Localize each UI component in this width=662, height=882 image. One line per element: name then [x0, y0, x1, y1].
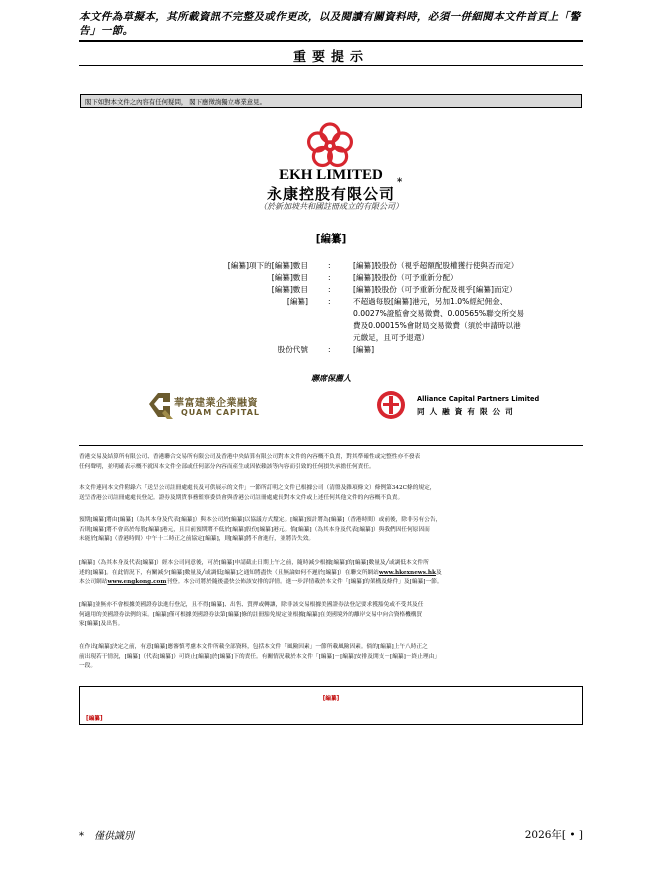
- offer-colon: :: [328, 285, 331, 294]
- para-line: 一段。: [79, 663, 97, 670]
- us-securities-paragraph: [79, 601, 583, 630]
- company-name-en: EKH LIMITED: [279, 167, 383, 183]
- risk-paragraph: [79, 643, 583, 672]
- redacted-box-center: [編纂]: [322, 696, 340, 702]
- notice-rule: [79, 65, 583, 66]
- notice-title: 重要提示: [292, 50, 369, 65]
- para-line: 任何聲明，並明確表示概不就因本文件全部或任何部分內容而產生或因依賴該等內容而引致的任何損失承擔任何責任。: [79, 463, 375, 470]
- redacted-box: [79, 686, 583, 725]
- alliance-capital-logo: [376, 390, 546, 420]
- quam-name-zh: 華富建業企業融資: [174, 398, 258, 409]
- para-line: 何適用的美國證券法例約束。[編纂]僅可根據美國證券法第[編纂]條的註冊豁免規定並根據[編纂]在美國境外的離岸交易中向合資格機構買: [79, 611, 423, 618]
- offer-value: 元繳足，且可予退還）: [353, 333, 429, 342]
- redacted-box-left: [編纂]: [86, 716, 103, 722]
- para-text: 刊登。本公司將於隨後盡快公佈該安排的詳情。進一步詳情載於本文件「[編纂]的架構及條件」及[編纂]一節。: [166, 579, 443, 586]
- para-line: 送呈香港公司註冊處處長登記。證券及期貨事務監察委員會與香港公司註冊處處長對本文件或上述任何其他文件的內容概不負責。: [79, 494, 404, 501]
- para-line: [79, 578, 583, 588]
- offer-title: [編纂]: [315, 233, 347, 245]
- liability-paragraph: [79, 453, 583, 472]
- para-line: 本文件連同本文件附錄六「送呈公司註冊處處長及可供展示的文件」一節所訂明之文件已根據公司（清盤及雜項條文）條例第342C條的規定，: [79, 485, 436, 491]
- para-line: 前出現若干情況，[編纂]（代表[編纂]）可終止[編纂]於[編纂]下的責任。有關情況載於本文件「[編纂]－[編纂]安排及開支－[編纂]－終止理由」: [79, 653, 440, 660]
- pricing-paragraph: [79, 516, 583, 545]
- para-line: [編纂]並無亦不會根據美國證券法進行登記，且不得[編纂]、出售、質押或轉讓，除非該交易根據美國證券法登記要求獲豁免或不受其及任: [79, 602, 424, 608]
- ekh-flower-logo: [305, 121, 355, 171]
- reduction-paragraph: [79, 559, 583, 588]
- offer-value: 費及0.00015%會財局交易徵費（須於申請時以港: [353, 321, 521, 330]
- para-line: 在作出[編纂]決定之前，有意[編纂]應審慎考慮本文件所載全部資料，包括本文件「風險因素」一節所載風險因素。倘的[編纂]上午八時正之: [79, 644, 428, 650]
- para-line: 否則[編纂]將不會高於每股[編纂]港元，且目前預期將不低於[編纂]股份[編纂]港元。倘[編纂]（為其本身及代表[編纂]）與我們因任何原因而: [79, 526, 430, 533]
- document-date: 2026年[ • ]: [524, 829, 583, 841]
- top-rule: [79, 40, 583, 42]
- offer-value: [編纂]股股份（視乎超額配股權獲行使與否而定）: [353, 261, 519, 270]
- offer-label: 股份代號: [277, 345, 308, 354]
- para-line: [79, 569, 583, 579]
- para-line: 家[編纂]及出售。: [79, 621, 124, 628]
- offer-label: [編纂]項下的[編纂]數目: [227, 261, 308, 270]
- para-line: 預期[編纂]將由[編纂]（為其本身及代表[編纂]）與本公司於[編纂]以協議方式釐定。[編纂]預計將為[編纂]（香港時間）或前後，除非另有公告，: [79, 517, 442, 523]
- alliance-name-zh: 同人融資有限公司: [417, 407, 518, 416]
- logo-petal: [321, 124, 339, 142]
- footnote: [79, 827, 134, 842]
- company-website-link[interactable]: www.engkong.com: [107, 579, 167, 586]
- para-text: 本公司網站: [79, 579, 108, 586]
- offer-colon: :: [328, 273, 331, 282]
- footnote-text: 僅供識別: [94, 831, 134, 842]
- para-line: 未能於[編纂]（香港時間）中午十二時正之前協定[編纂]，則[編纂]將不會進行，並將告失效。: [79, 536, 315, 543]
- alliance-name-en: Alliance Capital Partners Limited: [417, 395, 540, 403]
- footnote-asterisk: *: [79, 831, 84, 842]
- quam-mark-icon: [145, 390, 175, 420]
- company-name-zh: 永康控股有限公司: [266, 185, 395, 203]
- offer-value: 0.0027%證監會交易徵費、0.00565%聯交所交易: [353, 309, 525, 318]
- section-rule: [79, 445, 583, 446]
- quam-name-en: QUAM CAPITAL: [181, 408, 261, 417]
- advice-box: 閣下如對本文件之內容有任何疑問， 閣下應徵詢獨立專業意見。: [80, 94, 582, 108]
- hkexnews-link[interactable]: www.hkexnews.hk: [378, 569, 436, 576]
- registration-paragraph: [79, 484, 583, 503]
- offer-label: [編纂]數目: [271, 273, 308, 282]
- name-asterisk: *: [397, 177, 403, 188]
- offer-value: [編纂]股股份（可予重新分配）: [353, 273, 458, 282]
- sponsors-title: 聯席保薦人: [311, 374, 351, 383]
- para-line: [編纂]（為其本身及代表[編纂]）經本公司同意後，可於[編纂]申請截止日期上午之前，隨時減少根據[編纂]的[編纂]數量及╱或調低本文件所: [79, 560, 429, 566]
- para-line: 香港交易及結算所有限公司、香港聯合交易所有限公司及香港中央結算有限公司對本文件的內容概不負責，對其準確性或完整性亦不發表: [79, 454, 421, 460]
- alliance-mark-icon: [376, 390, 406, 420]
- para-text: 述的[編纂]。在此情況下，有關減少[編纂]數量及╱或調低[編纂]之通知將盡快（且無論如何不遲於[編纂]）在聯交所網站: [79, 569, 379, 576]
- draft-disclaimer: 本文件為草擬本，其所載資訊不完整及或作更改，以及閱讀有關資料時，必須一併細閱本文件首頁上「警告」一節。: [79, 11, 581, 37]
- quam-capital-logo: [145, 390, 275, 422]
- offer-label: [編纂]數目: [271, 285, 308, 294]
- offer-value: [編纂]: [353, 345, 375, 354]
- para-text: 及: [435, 569, 442, 576]
- offer-label: [編纂]: [286, 297, 308, 306]
- offer-colon: :: [328, 261, 331, 270]
- offer-value: 不超過每股[編纂]港元，另加1.0%經紀佣金、: [353, 297, 508, 306]
- offer-colon: :: [328, 297, 331, 306]
- offer-colon: :: [328, 345, 331, 354]
- incorporation-note: （於新加坡共和國註冊成立的有限公司）: [259, 202, 403, 211]
- offer-value: [編纂]股股份（可予重新分配及視乎[編纂]而定）: [353, 285, 517, 294]
